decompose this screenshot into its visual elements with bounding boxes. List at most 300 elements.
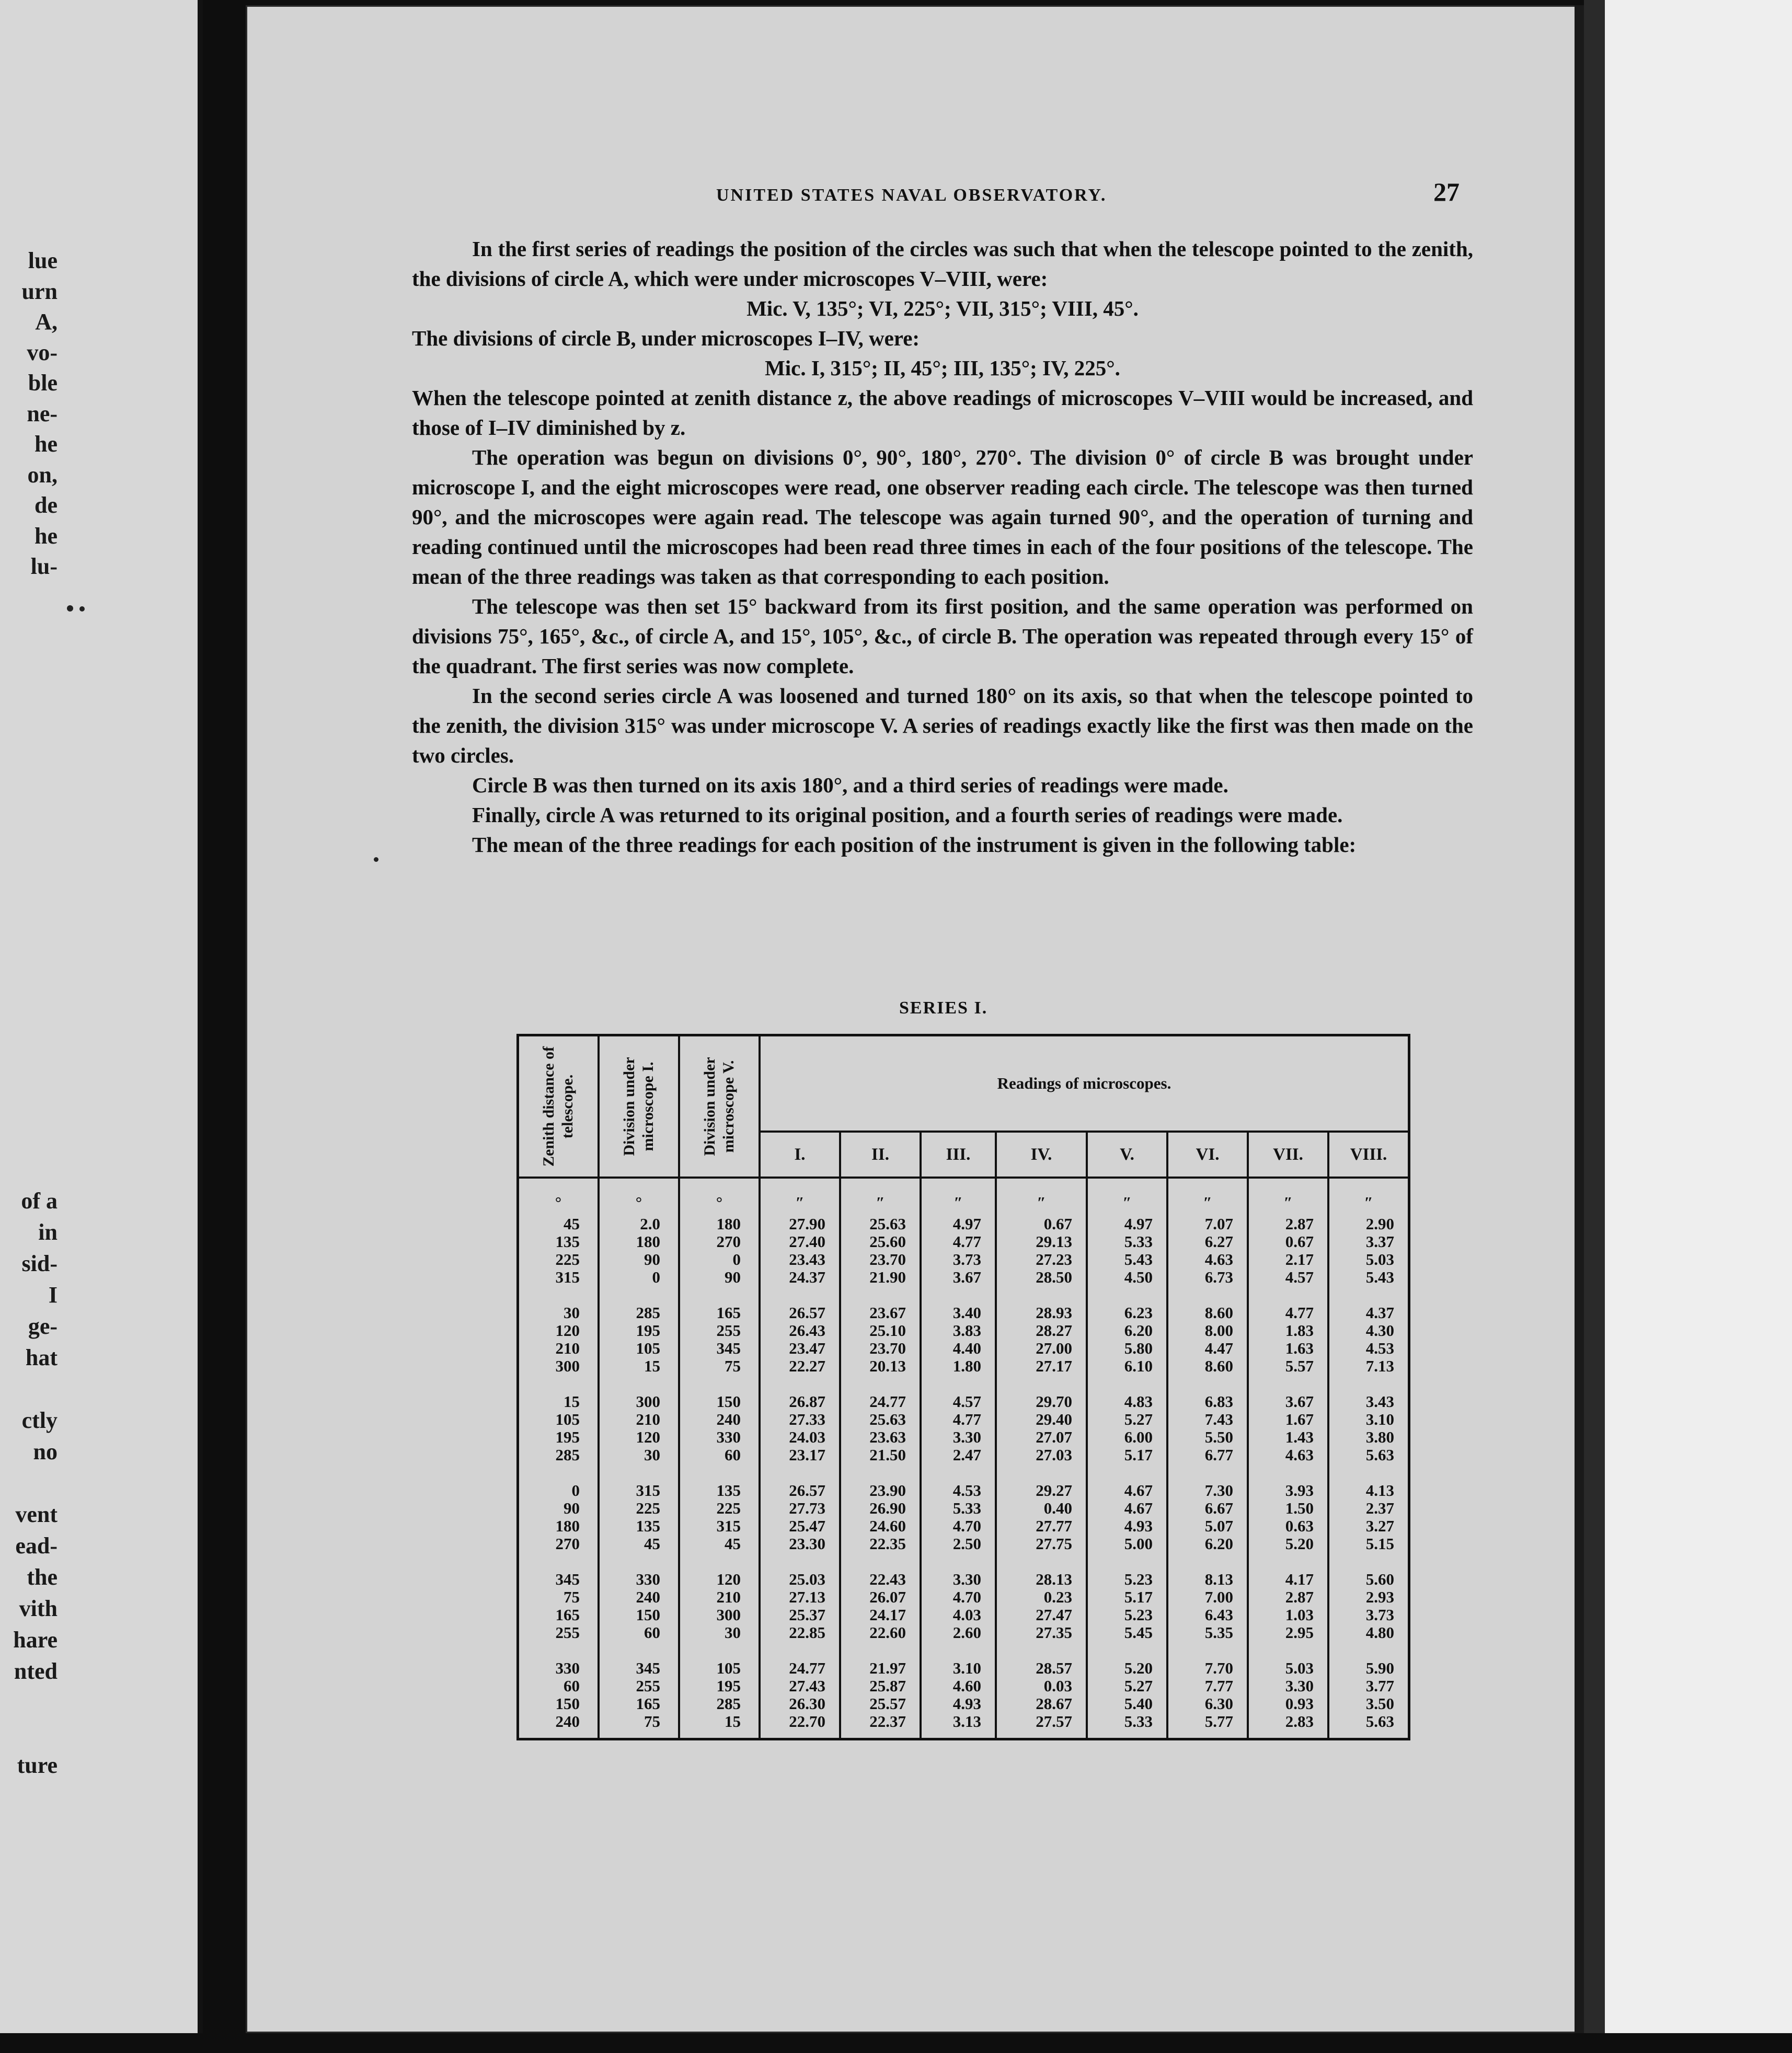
table-value: 5.45 (1124, 1623, 1153, 1642)
left-fragment-line: in (38, 1219, 58, 1245)
table-value: 4.70 (952, 1588, 981, 1606)
table-value: 165 (636, 1694, 660, 1713)
paragraph-6: In the second series circle A was loosened and turned 180° on its axis, so that when the telescope pointed to the zenith, the division 315° was under microscope V. A series of readings exactly like the first was then made on the two circles. (412, 684, 1473, 767)
table-value: 29.40 (1036, 1410, 1072, 1428)
table-value: 4.97 (1124, 1215, 1153, 1233)
table-value: 23.43 (789, 1250, 825, 1268)
table-value: 4.77 (1285, 1304, 1314, 1322)
table-column-cell (760, 1304, 840, 1393)
table-value: 45 (564, 1215, 580, 1233)
table-column-cell (518, 1393, 599, 1482)
table-value: 28.93 (1036, 1304, 1072, 1322)
table-value: 4.40 (952, 1339, 981, 1357)
table-column-cell (996, 1393, 1087, 1482)
table-column-cell (996, 1304, 1087, 1393)
table-value: 8.13 (1204, 1570, 1233, 1588)
table-value: 26.30 (789, 1694, 825, 1713)
table-value: 5.27 (1124, 1410, 1153, 1428)
table-column-cell (599, 1215, 679, 1304)
table-value: 6.27 (1204, 1232, 1233, 1251)
table-title: SERIES I. (899, 998, 988, 1018)
table-row-group (518, 1393, 1409, 1482)
table-column-cell (996, 1659, 1087, 1739)
table-column-cell (996, 1571, 1087, 1659)
left-fragment-line: A, (35, 309, 58, 335)
table-value: 5.17 (1124, 1588, 1153, 1606)
unit-cell: ° (679, 1178, 760, 1215)
table-value: 225 (636, 1499, 660, 1517)
table-value: 225 (716, 1499, 741, 1517)
table-value: 300 (555, 1357, 580, 1375)
table-column-cell (921, 1304, 996, 1393)
table-value: 6.10 (1124, 1357, 1153, 1375)
table-value: 5.60 (1365, 1570, 1394, 1588)
table-column-cell (518, 1571, 599, 1659)
left-fragment-line: vo- (27, 339, 58, 365)
table-value: 4.37 (1365, 1304, 1394, 1322)
table-column-cell (921, 1571, 996, 1659)
paragraph-4: The operation was begun on divisions 0°, 90°, 180°, 270°. The division 0° of circle B was brought under microscope I, and the eight microscopes were read, one observer reading each circle. The telescope was then turned 90°, and the microscopes were again read. The telescope was again turned 90°, and the operation of turning and reading continued until the microscopes had been read three times in each of the four positions of the telescope. The mean of the three readings was taken as that corresponding to each position. (412, 445, 1473, 589)
table-value: 25.10 (869, 1321, 906, 1340)
table-value: 3.30 (1285, 1677, 1314, 1695)
table-value: 255 (636, 1677, 660, 1695)
table-value: 23.67 (869, 1304, 906, 1322)
table-value: 120 (716, 1570, 741, 1588)
running-head: UNITED STATES NAVAL OBSERVATORY. (716, 186, 1107, 205)
table-value: 26.07 (869, 1588, 906, 1606)
table-value: 3.67 (1285, 1392, 1314, 1411)
table-value: 21.50 (869, 1446, 906, 1464)
table-value: 20.13 (869, 1357, 906, 1375)
table-value: 7.00 (1204, 1588, 1233, 1606)
table-value: 27.00 (1036, 1339, 1072, 1357)
table-value: 5.90 (1365, 1659, 1394, 1677)
table-value: 5.23 (1124, 1570, 1153, 1588)
table-value: 105 (555, 1410, 580, 1428)
unit-cell: ″ (921, 1178, 996, 1215)
table-value: 210 (716, 1588, 741, 1606)
table-column-cell (840, 1571, 921, 1659)
table-value: 5.20 (1285, 1535, 1314, 1553)
table-column-cell (760, 1215, 840, 1304)
table-value: 300 (716, 1606, 741, 1624)
table-value: 270 (555, 1535, 580, 1553)
table-value: 330 (555, 1659, 580, 1677)
unit-cell: ″ (996, 1178, 1087, 1215)
table-value: 5.33 (1124, 1232, 1153, 1251)
table-value: 105 (716, 1659, 741, 1677)
table-value: 5.07 (1204, 1517, 1233, 1535)
body-text (412, 234, 1473, 860)
table-value: 25.57 (869, 1694, 906, 1713)
table-value: 22.37 (869, 1712, 906, 1731)
table-value: 5.63 (1365, 1446, 1394, 1464)
unit-cell: ° (518, 1178, 599, 1215)
left-fragment-line: on, (27, 462, 58, 488)
table-value: 4.17 (1285, 1570, 1314, 1588)
unit-cell: ″ (1328, 1178, 1409, 1215)
table-value: 4.30 (1365, 1321, 1394, 1340)
table-value: 4.97 (952, 1215, 981, 1233)
table-value: 3.13 (952, 1712, 981, 1731)
table-value: 24.60 (869, 1517, 906, 1535)
table-value: 1.83 (1285, 1321, 1314, 1340)
table-value: 15 (644, 1357, 660, 1375)
table-value: 8.60 (1204, 1357, 1233, 1375)
table-value: 5.50 (1204, 1428, 1233, 1446)
group-header-readings: Readings of microscopes. (760, 1035, 1409, 1132)
table-column-cell (760, 1571, 840, 1659)
table-value: 27.47 (1036, 1606, 1072, 1624)
table-value: 180 (636, 1232, 660, 1251)
col-header-zenith: Zenith distance of telescope. (518, 1035, 599, 1178)
table-value: 345 (716, 1339, 741, 1357)
page-edge-shadow (1575, 5, 1584, 2033)
table-value: 26.57 (789, 1481, 825, 1500)
table-value: 285 (716, 1694, 741, 1713)
table-value: 330 (636, 1570, 660, 1588)
table-value: 105 (636, 1339, 660, 1357)
table-value: 4.03 (952, 1606, 981, 1624)
table-value: 24.03 (789, 1428, 825, 1446)
table-value: 5.35 (1204, 1623, 1233, 1642)
table-value: 6.30 (1204, 1694, 1233, 1713)
table-column-cell (679, 1659, 760, 1739)
table-row-group (518, 1571, 1409, 1659)
table-value: 25.37 (789, 1606, 825, 1624)
table-column-cell (840, 1482, 921, 1571)
table-value: 29.27 (1036, 1481, 1072, 1500)
ink-dot (79, 606, 85, 612)
table-value: 3.83 (952, 1321, 981, 1340)
table-column-cell (599, 1659, 679, 1739)
table-column-cell (1328, 1482, 1409, 1571)
left-fragment-line: I (48, 1282, 58, 1308)
paragraph-7: Circle B was then turned on its axis 180°, and a third series of readings were made. (472, 773, 1228, 797)
table-value: 26.43 (789, 1321, 825, 1340)
left-fragment-line: lu- (30, 553, 58, 579)
table-value: 6.43 (1204, 1606, 1233, 1624)
table-value: 210 (636, 1410, 660, 1428)
table-value: 25.63 (869, 1215, 906, 1233)
table-column-cell (518, 1482, 599, 1571)
unit-cell: ″ (1167, 1178, 1248, 1215)
table-value: 0.63 (1285, 1517, 1314, 1535)
table-column-cell (840, 1393, 921, 1482)
left-fragment-line: ture (17, 1752, 58, 1778)
table-value: 5.33 (1124, 1712, 1153, 1731)
table-value: 270 (716, 1232, 741, 1251)
table-column-cell (1328, 1571, 1409, 1659)
table-value: 3.30 (952, 1428, 981, 1446)
paragraph-8: Finally, circle A was returned to its original position, and a fourth series of readings were made. (472, 803, 1343, 827)
table-value: 4.57 (1285, 1268, 1314, 1286)
table-value: 2.0 (640, 1215, 660, 1233)
table-column-cell (599, 1482, 679, 1571)
formula-circle-a: Mic. V, 135°; VI, 225°; VII, 315°; VIII, 45°. (746, 296, 1139, 320)
mic-header-8: VIII. (1328, 1132, 1409, 1178)
table-value: 7.70 (1204, 1659, 1233, 1677)
table-value: 5.43 (1124, 1250, 1153, 1268)
table-value: 30 (644, 1446, 660, 1464)
paragraph-9: The mean of the three readings for each position of the instrument is given in the following table: (472, 833, 1357, 857)
left-fragment-line: he (35, 431, 58, 457)
left-fragment-line: hat (25, 1345, 58, 1370)
table-value: 60 (564, 1677, 580, 1695)
table-value: 150 (555, 1694, 580, 1713)
table-value: 28.50 (1036, 1268, 1072, 1286)
table-value: 24.77 (869, 1392, 906, 1411)
table-column-cell (599, 1571, 679, 1659)
table-value: 315 (555, 1268, 580, 1286)
table-value: 75 (725, 1357, 741, 1375)
table-value: 3.50 (1365, 1694, 1394, 1713)
left-fragment-line (0, 1687, 58, 1718)
table-value: 3.10 (1365, 1410, 1394, 1428)
table-column-cell (921, 1393, 996, 1482)
table-value: 0.03 (1043, 1677, 1072, 1695)
table-column-cell (1248, 1571, 1328, 1659)
table-value: 45 (644, 1535, 660, 1553)
table-value: 6.77 (1204, 1446, 1233, 1464)
table-value: 0 (652, 1268, 660, 1286)
table-column-cell (1087, 1571, 1167, 1659)
table-value: 23.17 (789, 1446, 825, 1464)
table-value: 4.67 (1124, 1481, 1153, 1500)
paragraph-2: The divisions of circle B, under microscopes I–IV, were: (412, 326, 920, 350)
mic-header-7: VII. (1248, 1132, 1328, 1178)
table-value: 27.17 (1036, 1357, 1072, 1375)
left-fragment-line (0, 1374, 58, 1405)
mic-header-3: III. (921, 1132, 996, 1178)
left-fragment-line: ctly (21, 1408, 58, 1433)
mic-header-2: II. (840, 1132, 921, 1178)
table-column-cell (1167, 1659, 1248, 1739)
table-value: 3.30 (952, 1570, 981, 1588)
table-value: 210 (555, 1339, 580, 1357)
table-value: 4.13 (1365, 1481, 1394, 1500)
table-value: 315 (716, 1517, 741, 1535)
table-value: 25.47 (789, 1517, 825, 1535)
table-column-cell (1087, 1215, 1167, 1304)
table-value: 27.90 (789, 1215, 825, 1233)
table-value: 24.77 (789, 1659, 825, 1677)
table-value: 2.83 (1285, 1712, 1314, 1731)
table-value: 4.53 (1365, 1339, 1394, 1357)
left-fragment-line: he (35, 523, 58, 549)
table-value: 22.35 (869, 1535, 906, 1553)
table-column-cell (679, 1215, 760, 1304)
table-value: 27.13 (789, 1588, 825, 1606)
table-value: 4.57 (952, 1392, 981, 1411)
table-row-group (518, 1215, 1409, 1304)
table-value: 4.80 (1365, 1623, 1394, 1642)
table-value: 22.27 (789, 1357, 825, 1375)
table-value: 26.87 (789, 1392, 825, 1411)
table-value: 26.90 (869, 1499, 906, 1517)
table-column-cell (1167, 1304, 1248, 1393)
ink-dot (67, 605, 73, 612)
table-value: 90 (644, 1250, 660, 1268)
table-value: 2.17 (1285, 1250, 1314, 1268)
table-value: 5.17 (1124, 1446, 1153, 1464)
right-page-edge (1584, 0, 1792, 2053)
table-value: 345 (555, 1570, 580, 1588)
left-fragment-line: of a (21, 1188, 58, 1214)
table-value: 22.70 (789, 1712, 825, 1731)
table-value: 8.60 (1204, 1304, 1233, 1322)
table-value: 3.73 (1365, 1606, 1394, 1624)
table-value: 7.77 (1204, 1677, 1233, 1695)
table-value: 23.70 (869, 1339, 906, 1357)
table-value: 5.33 (952, 1499, 981, 1517)
table-value: 195 (636, 1321, 660, 1340)
mic-header-4: IV. (996, 1132, 1087, 1178)
table-value: 22.60 (869, 1623, 906, 1642)
table-value: 3.80 (1365, 1428, 1394, 1446)
paragraph-1: In the first series of readings the position of the circles was such that when the telescope pointed to the zenith, the divisions of circle A, which were under microscopes V–VIII, were: (412, 237, 1473, 291)
table-column-cell (1167, 1482, 1248, 1571)
table-value: 25.63 (869, 1410, 906, 1428)
table-value: 1.67 (1285, 1410, 1314, 1428)
table-value: 165 (716, 1304, 741, 1322)
table-value: 0.93 (1285, 1694, 1314, 1713)
table-column-cell (840, 1659, 921, 1739)
table-column-cell (679, 1393, 760, 1482)
table-value: 3.37 (1365, 1232, 1394, 1251)
table-value: 5.23 (1124, 1606, 1153, 1624)
table-value: 27.35 (1036, 1623, 1072, 1642)
unit-cell: ″ (840, 1178, 921, 1215)
table-value: 75 (564, 1588, 580, 1606)
table-value: 315 (636, 1481, 660, 1500)
table-value: 195 (555, 1428, 580, 1446)
table-column-cell (599, 1304, 679, 1393)
table-value: 7.43 (1204, 1410, 1233, 1428)
table-value: 5.77 (1204, 1712, 1233, 1731)
table-value: 150 (716, 1392, 741, 1411)
table-column-cell (599, 1393, 679, 1482)
table-value: 2.87 (1285, 1588, 1314, 1606)
table-column-cell (1328, 1215, 1409, 1304)
table-value: 1.63 (1285, 1339, 1314, 1357)
mic-header-6: VI. (1167, 1132, 1248, 1178)
table-value: 150 (636, 1606, 660, 1624)
table-value: 0.67 (1285, 1232, 1314, 1251)
table-value: 240 (716, 1410, 741, 1428)
table-column-cell (1248, 1659, 1328, 1739)
table-value: 22.85 (789, 1623, 825, 1642)
table-value: 5.20 (1124, 1659, 1153, 1677)
table-value: 0.23 (1043, 1588, 1072, 1606)
table-value: 2.90 (1365, 1215, 1394, 1233)
left-page-fragments-top (0, 246, 58, 582)
bottom-scan-edge (0, 2033, 1792, 2053)
col-header-division-V: Division under microscope V. (679, 1035, 760, 1178)
table-value: 23.30 (789, 1535, 825, 1553)
left-fragment-line: ne- (27, 400, 58, 426)
table-value: 195 (716, 1677, 741, 1695)
table-value: 2.47 (952, 1446, 981, 1464)
unit-cell: ″ (760, 1178, 840, 1215)
table-value: 4.60 (952, 1677, 981, 1695)
table-value: 8.00 (1204, 1321, 1233, 1340)
table-value: 27.77 (1036, 1517, 1072, 1535)
table-value: 180 (716, 1215, 741, 1233)
table-value: 240 (555, 1712, 580, 1731)
table-value: 21.97 (869, 1659, 906, 1677)
table-value: 27.07 (1036, 1428, 1072, 1446)
table-value: 24.17 (869, 1606, 906, 1624)
table-value: 90 (725, 1268, 741, 1286)
table-column-cell (921, 1659, 996, 1739)
table-value: 27.73 (789, 1499, 825, 1517)
table-value: 4.77 (952, 1410, 981, 1428)
table-column-cell (760, 1482, 840, 1571)
table-row-group (518, 1482, 1409, 1571)
table-value: 4.53 (952, 1481, 981, 1500)
table-value: 28.67 (1036, 1694, 1072, 1713)
table-column-cell (1087, 1393, 1167, 1482)
table-column-cell (679, 1571, 760, 1659)
table-value: 120 (555, 1321, 580, 1340)
table-column-cell (518, 1304, 599, 1393)
table-column-cell (1087, 1482, 1167, 1571)
table-column-cell (1167, 1215, 1248, 1304)
left-fragment-line: lue (28, 248, 58, 273)
unit-cell: ° (599, 1178, 679, 1215)
table-value: 6.67 (1204, 1499, 1233, 1517)
table-value: 27.03 (1036, 1446, 1072, 1464)
table-column-cell (1087, 1659, 1167, 1739)
table-value: 3.93 (1285, 1481, 1314, 1500)
table-value: 26.57 (789, 1304, 825, 1322)
table-value: 6.00 (1124, 1428, 1153, 1446)
table-value: 3.43 (1365, 1392, 1394, 1411)
table-value: 24.37 (789, 1268, 825, 1286)
table-value: 5.15 (1365, 1535, 1394, 1553)
table-value: 0 (732, 1250, 741, 1268)
table-value: 3.73 (952, 1250, 981, 1268)
table-value: 4.93 (952, 1694, 981, 1713)
left-fragment-line: sid- (21, 1251, 58, 1276)
table-value: 27.23 (1036, 1250, 1072, 1268)
table-value: 5.80 (1124, 1339, 1153, 1357)
left-fragment-line: hare (13, 1627, 58, 1653)
table-column-cell (1328, 1304, 1409, 1393)
table-value: 5.03 (1365, 1250, 1394, 1268)
table-value: 285 (555, 1446, 580, 1464)
table-value: 345 (636, 1659, 660, 1677)
table-value: 4.70 (952, 1517, 981, 1535)
paragraph-3: When the telescope pointed at zenith distance z, the above readings of microscopes V–VIII would be increased, and those of I–IV diminished by z. (412, 386, 1473, 440)
table-value: 5.63 (1365, 1712, 1394, 1731)
ink-dot (374, 857, 378, 862)
left-fragment-line: urn (21, 278, 58, 304)
table-value: 225 (555, 1250, 580, 1268)
table-value: 300 (636, 1392, 660, 1411)
table-column-cell (679, 1482, 760, 1571)
table-value: 27.33 (789, 1410, 825, 1428)
table-column-cell (760, 1659, 840, 1739)
table-value: 180 (555, 1517, 580, 1535)
table-row-group (518, 1659, 1409, 1739)
table-value: 6.23 (1124, 1304, 1153, 1322)
left-fragment-line: no (33, 1439, 58, 1464)
table-value: 30 (725, 1623, 741, 1642)
table-value: 6.20 (1124, 1321, 1153, 1340)
table-column-cell (996, 1215, 1087, 1304)
